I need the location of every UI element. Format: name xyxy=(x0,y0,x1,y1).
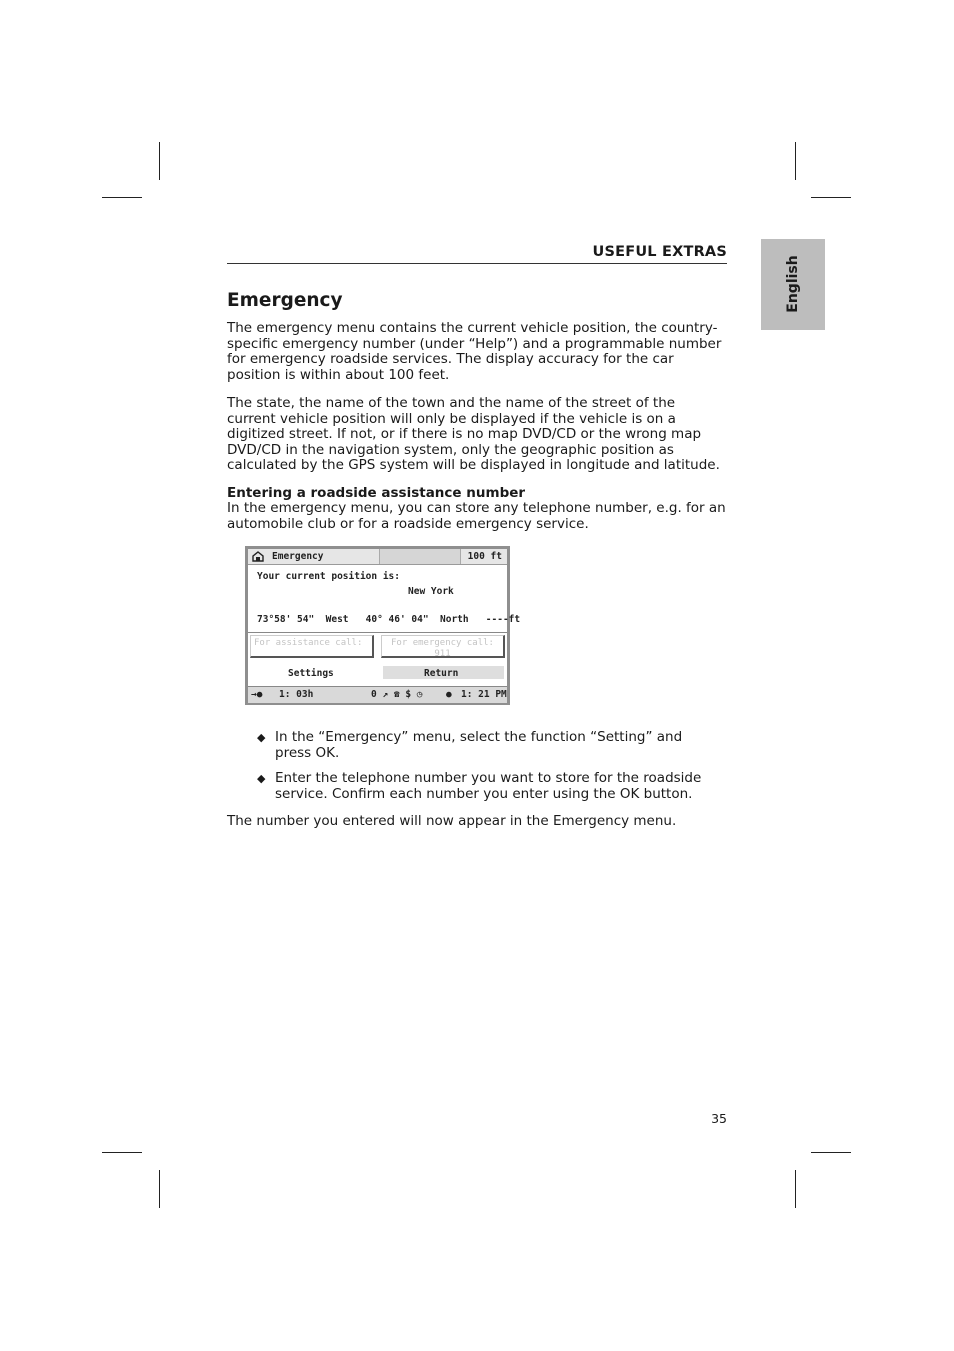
crop-mark-top-right-horizontal xyxy=(811,197,851,198)
emergency-call-button[interactable] xyxy=(381,635,505,658)
position-paragraph: The state, the name of the town and the name of the street of the current vehicle position will only be displayed if the vehicle is on a digitized street. If not, or if there is no map DVD/CD or the wrong map DVD/CD in the navigation system, only the geographic position as calculated by the GPS system will be displayed in longitude and latitude. xyxy=(227,395,720,473)
crop-mark-top-right-vertical xyxy=(795,142,796,180)
status-icons: 0 ↗ ☎ $ ◷ xyxy=(371,689,423,700)
screen-divider xyxy=(248,632,507,633)
device-screen xyxy=(248,549,521,702)
route-arrow-icon: →● xyxy=(251,689,263,700)
title-bar-spacer xyxy=(379,549,461,564)
screen-title-bar xyxy=(248,549,507,565)
language-tab xyxy=(761,239,825,330)
crop-mark-top-left-horizontal xyxy=(102,197,142,198)
list-item-text: Enter the telephone number you want to store for the roadside service. Confirm each number you enter using the OK button. xyxy=(275,770,702,802)
settings-button[interactable]: Settings xyxy=(288,668,334,679)
assistance-call-button[interactable] xyxy=(250,635,374,658)
subheading: Entering a roadside assistance number xyxy=(227,485,526,501)
emergency-call-number: 911 xyxy=(434,649,451,658)
eta-readout: 1: 03h xyxy=(279,689,314,700)
home-icon xyxy=(252,551,264,562)
town-name: New York xyxy=(408,586,454,597)
emergency-call-label: For emergency call: xyxy=(391,638,494,648)
bullet-diamond-icon: ◆ xyxy=(257,731,266,744)
status-bar xyxy=(248,686,507,703)
list-item-text: In the “Emergency” menu, select the function “Setting” and press OK. xyxy=(275,729,683,761)
crop-mark-bottom-right-vertical xyxy=(795,1170,796,1208)
emergency-screen-figure xyxy=(245,546,521,705)
map-scale: 100 ft xyxy=(467,551,502,562)
crop-mark-top-left-vertical xyxy=(159,142,160,180)
subheading-paragraph: In the emergency menu, you can store any telephone number, e.g. for an automobile club or for a roadside emergency service. xyxy=(227,500,726,532)
header-rule xyxy=(227,263,727,264)
coordinates-readout: 73°58' 54" West 40° 46' 04" North ----ft xyxy=(257,614,521,625)
language-tab-label: English xyxy=(785,255,801,313)
position-label: Your current position is: xyxy=(257,571,400,582)
crop-mark-bottom-left-vertical xyxy=(159,1170,160,1208)
screen-title: Emergency xyxy=(272,551,324,562)
intro-paragraph: The emergency menu contains the current vehicle position, the country-specific emergency number (under “Help”) and a programmable number for emergency roadside services. The display accuracy for the car position is within about 100 feet. xyxy=(227,320,722,383)
page-title: Emergency xyxy=(227,290,343,311)
assistance-call-label: For assistance call: xyxy=(254,638,363,648)
clock-readout: 1: 21 PM xyxy=(461,689,507,700)
bullet-diamond-icon: ◆ xyxy=(257,772,266,785)
gps-dot-icon: ● xyxy=(446,689,452,700)
section-header: USEFUL EXTRAS xyxy=(592,244,727,260)
closing-paragraph: The number you entered will now appear in the Emergency menu. xyxy=(227,813,677,829)
return-button-label[interactable]: Return xyxy=(424,668,459,679)
crop-mark-bottom-right-horizontal xyxy=(811,1152,851,1153)
page-number: 35 xyxy=(711,1111,727,1126)
crop-mark-bottom-left-horizontal xyxy=(102,1152,142,1153)
